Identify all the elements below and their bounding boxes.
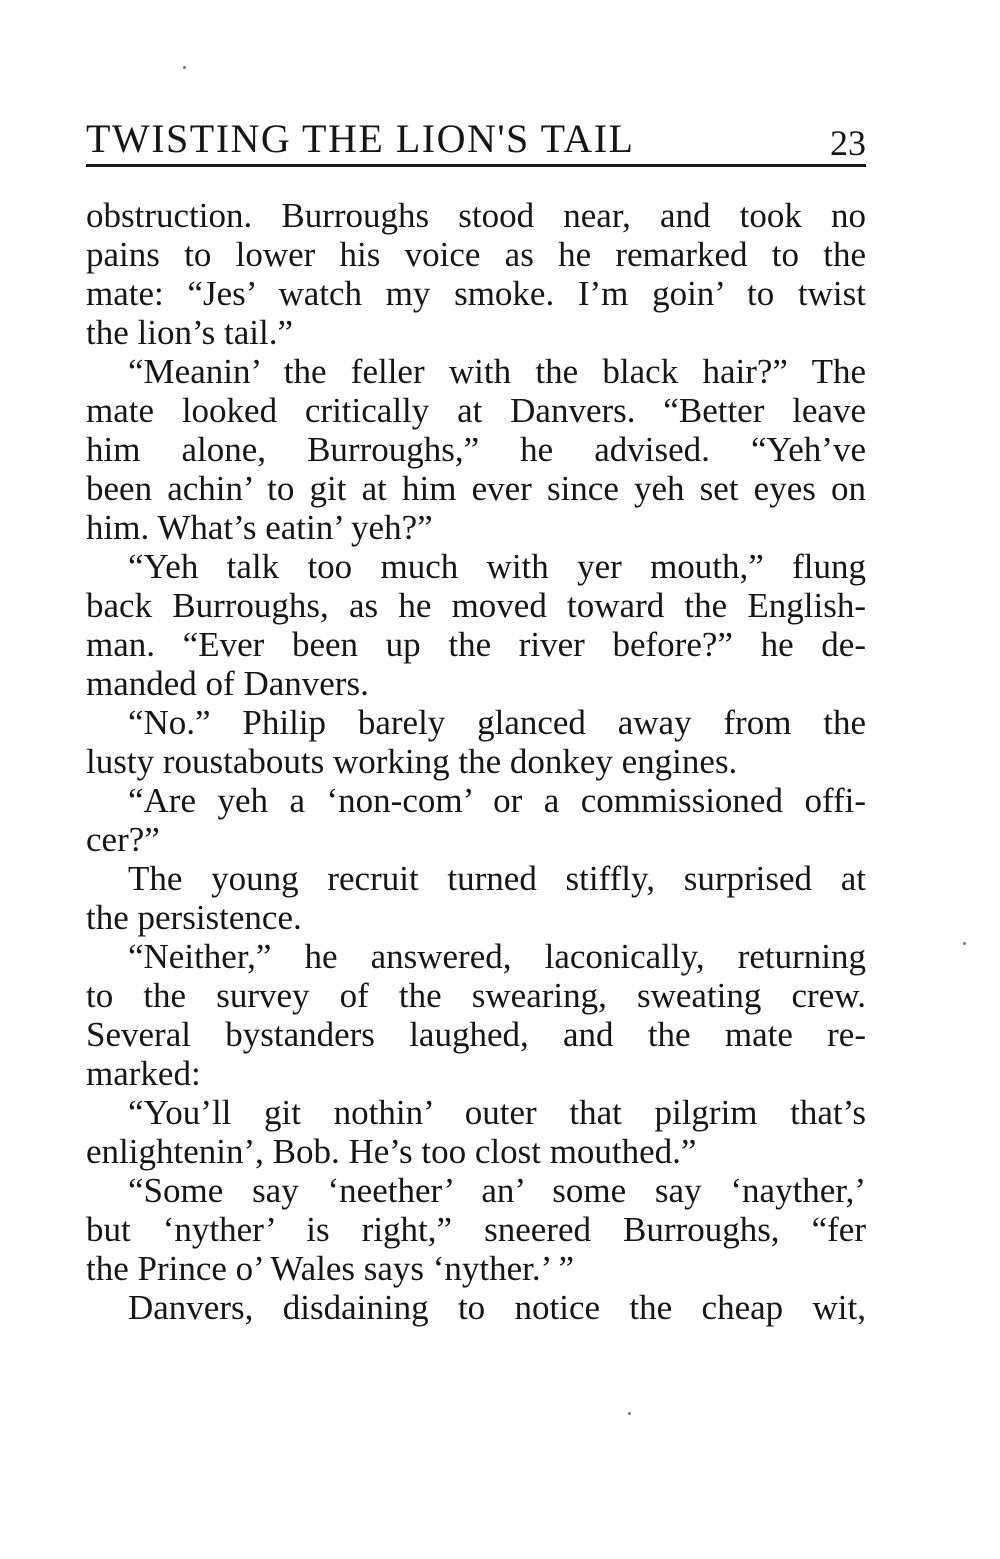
ink-speck bbox=[628, 1412, 631, 1415]
text-line: “You’ll git nothin’ outer that pilgrim that’s bbox=[128, 1093, 866, 1132]
text-line: manded of Danvers. bbox=[86, 664, 369, 703]
text-line: “Neither,” he answered, laconically, returning bbox=[128, 937, 866, 976]
body-text bbox=[86, 196, 866, 1327]
text-line: mate: “Jes’ watch my smoke. I’m goin’ to twist bbox=[86, 274, 866, 313]
text-line: Several bystanders laughed, and the mate re- bbox=[86, 1015, 866, 1054]
text-line: lusty roustabouts working the donkey engines. bbox=[86, 742, 738, 781]
text-line: man. “Ever been up the river before?” he de- bbox=[86, 625, 866, 664]
text-line: enlightenin’, Bob. He’s too clost mouthed.” bbox=[86, 1132, 697, 1171]
text-line: cer?” bbox=[86, 820, 160, 859]
text-line: back Burroughs, as he moved toward the English- bbox=[86, 586, 866, 625]
text-line: to the survey of the swearing, sweating crew. bbox=[86, 976, 866, 1015]
text-line: been achin’ to git at him ever since yeh set eyes on bbox=[86, 469, 866, 508]
text-line: but ‘nyther’ is right,” sneered Burroughs, “fer bbox=[86, 1210, 866, 1249]
text-line: him. What’s eatin’ yeh?” bbox=[86, 508, 433, 547]
text-line: marked: bbox=[86, 1054, 201, 1093]
text-line: “Yeh talk too much with yer mouth,” flung bbox=[128, 547, 866, 586]
text-line: pains to lower his voice as he remarked to the bbox=[86, 235, 866, 274]
text-line: “No.” Philip barely glanced away from the bbox=[128, 703, 866, 742]
header-rule bbox=[86, 164, 866, 167]
text-line: mate looked critically at Danvers. “Better leave bbox=[86, 391, 866, 430]
ink-speck bbox=[963, 942, 966, 945]
text-line: him alone, Burroughs,” he advised. “Yeh’ve bbox=[86, 430, 866, 469]
text-line: “Meanin’ the feller with the black hair?” The bbox=[128, 352, 866, 391]
text-line: “Are yeh a ‘non-com’ or a commissioned offi- bbox=[128, 781, 866, 820]
page-number: 23 bbox=[830, 123, 866, 163]
text-line: Danvers, disdaining to notice the cheap wit, bbox=[128, 1288, 866, 1327]
running-title: TWISTING THE LION'S TAIL bbox=[86, 116, 635, 161]
ink-speck bbox=[183, 66, 186, 69]
text-line: obstruction. Burroughs stood near, and took no bbox=[86, 196, 866, 235]
text-line: the persistence. bbox=[86, 898, 302, 937]
running-head bbox=[86, 116, 866, 162]
text-line: The young recruit turned stiffly, surprised at bbox=[128, 859, 866, 898]
text-line: “Some say ‘neether’ an’ some say ‘nayther,’ bbox=[128, 1171, 866, 1210]
text-line: the Prince o’ Wales says ‘nyther.’ ” bbox=[86, 1249, 575, 1288]
text-line: the lion’s tail.” bbox=[86, 313, 294, 352]
